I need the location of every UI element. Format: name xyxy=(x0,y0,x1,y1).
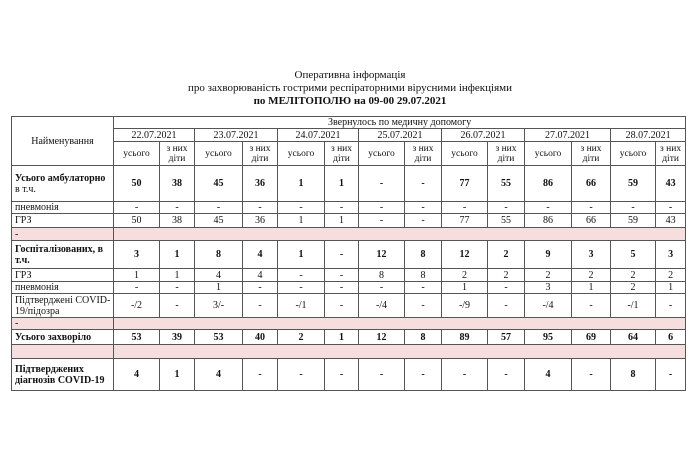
value-cell: -/4 xyxy=(359,294,405,318)
row-label: Усього захворіло xyxy=(12,330,114,345)
value-cell: 50 xyxy=(114,214,160,228)
value-cell: 55 xyxy=(488,214,525,228)
value-cell: -/4 xyxy=(525,294,572,318)
value-cell: - xyxy=(243,202,278,214)
value-cell: 1 xyxy=(325,166,359,202)
value-cell: - xyxy=(405,166,442,202)
value-cell: 1 xyxy=(442,282,488,294)
value-cell: 4 xyxy=(243,241,278,269)
value-cell: 1 xyxy=(278,214,325,228)
value-cell: - xyxy=(359,166,405,202)
value-cell: 59 xyxy=(611,214,656,228)
value-cell: - xyxy=(325,241,359,269)
value-cell: 2 xyxy=(572,269,611,282)
value-cell: 39 xyxy=(160,330,195,345)
value-cell: 8 xyxy=(611,359,656,391)
value-cell: 8 xyxy=(195,241,243,269)
value-cell: 1 xyxy=(195,282,243,294)
separator-cell xyxy=(12,345,114,359)
separator-fill xyxy=(114,345,686,359)
value-cell: 8 xyxy=(359,269,405,282)
separator-cell: - xyxy=(12,228,114,241)
date-header: 24.07.2021 xyxy=(278,129,359,142)
value-cell: -/9 xyxy=(442,294,488,318)
name-header: Найменування xyxy=(12,117,114,166)
value-cell: 57 xyxy=(488,330,525,345)
date-header: 25.07.2021 xyxy=(359,129,442,142)
separator-fill xyxy=(114,228,686,241)
table-row xyxy=(12,330,686,345)
value-cell: 95 xyxy=(525,330,572,345)
value-cell: 5 xyxy=(611,241,656,269)
value-cell: 1 xyxy=(572,282,611,294)
sub-header-total: усього xyxy=(525,142,572,166)
value-cell: - xyxy=(656,359,686,391)
value-cell: - xyxy=(325,282,359,294)
table-row xyxy=(12,166,686,202)
value-cell: - xyxy=(488,294,525,318)
sub-header-children: з них діти xyxy=(160,142,195,166)
value-cell: - xyxy=(572,294,611,318)
value-cell: 12 xyxy=(442,241,488,269)
value-cell: 4 xyxy=(243,269,278,282)
value-cell: 4 xyxy=(195,359,243,391)
table-row xyxy=(12,359,686,391)
value-cell: - xyxy=(405,282,442,294)
table-row xyxy=(12,228,686,241)
value-cell: 2 xyxy=(656,269,686,282)
value-cell: -/1 xyxy=(278,294,325,318)
date-header: 28.07.2021 xyxy=(611,129,686,142)
value-cell: 4 xyxy=(525,359,572,391)
title-line-3: по МЕЛІТОПОЛЮ на 09-00 29.07.2021 xyxy=(253,95,447,107)
value-cell: 6 xyxy=(656,330,686,345)
value-cell: - xyxy=(278,269,325,282)
row-label: пневмонія xyxy=(12,282,114,294)
value-cell: 1 xyxy=(160,359,195,391)
row-label-suffix: в т.ч. xyxy=(15,183,36,195)
value-cell: - xyxy=(656,202,686,214)
value-cell: - xyxy=(325,294,359,318)
value-cell: 77 xyxy=(442,214,488,228)
date-header: 26.07.2021 xyxy=(442,129,525,142)
value-cell: 1 xyxy=(160,269,195,282)
value-cell: 66 xyxy=(572,166,611,202)
value-cell: 9 xyxy=(525,241,572,269)
value-cell: - xyxy=(572,202,611,214)
value-cell: - xyxy=(325,269,359,282)
value-cell: - xyxy=(405,214,442,228)
value-cell: 4 xyxy=(195,269,243,282)
sub-header-children: з них діти xyxy=(572,142,611,166)
value-cell: 1 xyxy=(278,166,325,202)
morbidity-table xyxy=(11,116,686,391)
value-cell: - xyxy=(195,202,243,214)
table-row xyxy=(12,318,686,330)
table-row xyxy=(12,282,686,294)
value-cell: 36 xyxy=(243,166,278,202)
row-label: Підтверджені COVID-19/підозра xyxy=(12,294,114,318)
value-cell: 12 xyxy=(359,241,405,269)
value-cell: 36 xyxy=(243,214,278,228)
value-cell: 38 xyxy=(160,166,195,202)
value-cell: - xyxy=(442,202,488,214)
value-cell: - xyxy=(525,202,572,214)
value-cell: - xyxy=(359,202,405,214)
value-cell: -/2 xyxy=(114,294,160,318)
value-cell: 50 xyxy=(114,166,160,202)
value-cell: 40 xyxy=(243,330,278,345)
table-row xyxy=(12,202,686,214)
value-cell: 69 xyxy=(572,330,611,345)
value-cell: 77 xyxy=(442,166,488,202)
value-cell: - xyxy=(243,359,278,391)
value-cell: - xyxy=(442,359,488,391)
sub-header-children: з них діти xyxy=(405,142,442,166)
value-cell: 86 xyxy=(525,214,572,228)
value-cell: 2 xyxy=(488,269,525,282)
row-label-main: Усього амбулаторно xyxy=(15,172,106,184)
value-cell: 1 xyxy=(278,241,325,269)
value-cell: - xyxy=(359,282,405,294)
value-cell: 4 xyxy=(114,359,160,391)
value-cell: 59 xyxy=(611,166,656,202)
value-cell: 2 xyxy=(442,269,488,282)
value-cell: 2 xyxy=(525,269,572,282)
value-cell: 8 xyxy=(405,269,442,282)
title-line-1: Оперативна інформація xyxy=(294,69,406,81)
separator-fill xyxy=(114,318,686,330)
sub-header-children: з них діти xyxy=(243,142,278,166)
value-cell: - xyxy=(488,359,525,391)
value-cell: - xyxy=(160,202,195,214)
value-cell: 3 xyxy=(525,282,572,294)
title-line-2: про захворюваність гострими респіраторними вірусними інфекціями xyxy=(188,82,512,94)
value-cell: 8 xyxy=(405,330,442,345)
date-header: 22.07.2021 xyxy=(114,129,195,142)
table-row xyxy=(12,345,686,359)
value-cell: - xyxy=(325,202,359,214)
value-cell: 3/- xyxy=(195,294,243,318)
value-cell: - xyxy=(278,359,325,391)
value-cell: 1 xyxy=(325,330,359,345)
value-cell: 66 xyxy=(572,214,611,228)
date-header: 27.07.2021 xyxy=(525,129,611,142)
sub-header-children: з них діти xyxy=(488,142,525,166)
value-cell: 2 xyxy=(611,269,656,282)
value-cell: - xyxy=(611,202,656,214)
value-cell: 1 xyxy=(656,282,686,294)
separator-cell: - xyxy=(12,318,114,330)
value-cell: - xyxy=(656,294,686,318)
value-cell: - xyxy=(114,282,160,294)
value-cell: 1 xyxy=(325,214,359,228)
value-cell: 38 xyxy=(160,214,195,228)
value-cell: 86 xyxy=(525,166,572,202)
value-cell: 1 xyxy=(160,241,195,269)
value-cell: - xyxy=(405,294,442,318)
value-cell: 45 xyxy=(195,214,243,228)
date-header: 23.07.2021 xyxy=(195,129,278,142)
value-cell: 2 xyxy=(278,330,325,345)
value-cell: 45 xyxy=(195,166,243,202)
value-cell: 53 xyxy=(195,330,243,345)
sub-header-total: усього xyxy=(278,142,325,166)
value-cell: - xyxy=(405,359,442,391)
value-cell: - xyxy=(243,282,278,294)
value-cell: 89 xyxy=(442,330,488,345)
value-cell: 1 xyxy=(114,269,160,282)
value-cell: 2 xyxy=(611,282,656,294)
value-cell: - xyxy=(488,282,525,294)
value-cell: 3 xyxy=(572,241,611,269)
value-cell: 43 xyxy=(656,166,686,202)
table-row xyxy=(12,294,686,318)
value-cell: 64 xyxy=(611,330,656,345)
value-cell: 2 xyxy=(488,241,525,269)
row-label: Госпіталізованих, в т.ч. xyxy=(12,241,114,269)
value-cell: 3 xyxy=(114,241,160,269)
value-cell: 3 xyxy=(656,241,686,269)
table-row xyxy=(12,214,686,228)
row-label: ГРЗ xyxy=(12,269,114,282)
value-cell: 55 xyxy=(488,166,525,202)
value-cell: 12 xyxy=(359,330,405,345)
row-label xyxy=(12,166,114,202)
value-cell: - xyxy=(278,282,325,294)
sub-header-total: усього xyxy=(442,142,488,166)
value-cell: - xyxy=(160,294,195,318)
value-cell: 43 xyxy=(656,214,686,228)
value-cell: 53 xyxy=(114,330,160,345)
group-header: Звернулось по медичну допомогу xyxy=(114,117,686,129)
sub-header-total: усього xyxy=(114,142,160,166)
value-cell: - xyxy=(359,359,405,391)
table-row xyxy=(12,241,686,269)
sub-header-total: усього xyxy=(359,142,405,166)
value-cell: 8 xyxy=(405,241,442,269)
row-label: ГРЗ xyxy=(12,214,114,228)
row-label: пневмонія xyxy=(12,202,114,214)
value-cell: - xyxy=(243,294,278,318)
value-cell: - xyxy=(325,359,359,391)
row-label: Підтверджених діагнозів COVID-19 xyxy=(12,359,114,391)
value-cell: - xyxy=(405,202,442,214)
sub-header-children: з них діти xyxy=(325,142,359,166)
sub-header-total: усього xyxy=(195,142,243,166)
value-cell: - xyxy=(160,282,195,294)
table-row xyxy=(12,269,686,282)
value-cell: - xyxy=(572,359,611,391)
value-cell: - xyxy=(278,202,325,214)
value-cell: - xyxy=(488,202,525,214)
sub-header-children: з них діти xyxy=(656,142,686,166)
sub-header-total: усього xyxy=(611,142,656,166)
value-cell: - xyxy=(359,214,405,228)
value-cell: -/1 xyxy=(611,294,656,318)
value-cell: - xyxy=(114,202,160,214)
